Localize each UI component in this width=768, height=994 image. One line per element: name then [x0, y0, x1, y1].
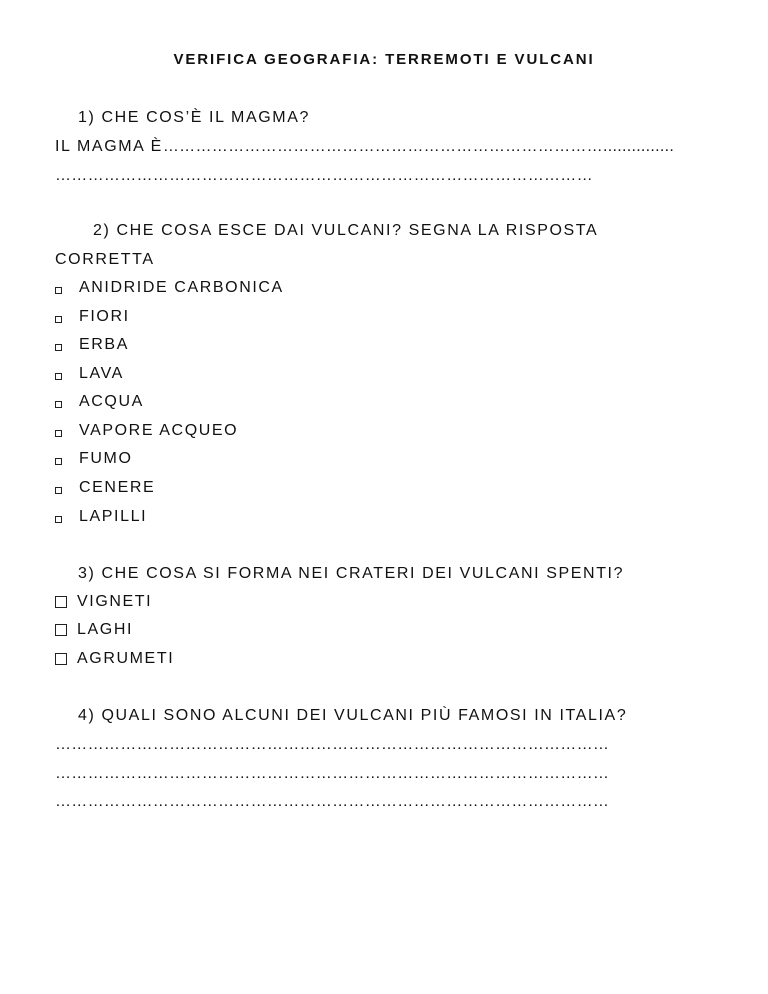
q2-option[interactable]	[55, 421, 238, 441]
q2-option[interactable]	[55, 392, 144, 412]
checkbox-icon[interactable]	[55, 624, 67, 636]
option-label: ERBA	[79, 336, 129, 353]
option-label: LAGHI	[77, 621, 134, 638]
q2-option[interactable]	[55, 478, 155, 498]
option-label: FIORI	[79, 308, 130, 325]
q2-option[interactable]	[55, 507, 147, 527]
question-4: 4) QUALI SONO ALCUNI DEI VULCANI PIÙ FAMOSI IN ITALIA?	[78, 707, 628, 724]
q4-answer-dots-2[interactable]: …………………………………………………………………………………………	[55, 765, 610, 782]
question-2-line-1: 2) CHE COSA ESCE DAI VULCANI? SEGNA LA RISPOSTA	[93, 222, 599, 239]
q2-option[interactable]	[55, 364, 124, 384]
q2-option[interactable]	[55, 278, 284, 298]
checkbox-icon[interactable]	[55, 287, 62, 294]
option-label: VAPORE ACQUEO	[79, 422, 239, 439]
checkbox-icon[interactable]	[55, 344, 62, 351]
option-label: CENERE	[79, 479, 156, 496]
q1-answer-prefix	[55, 137, 674, 157]
checkbox-icon[interactable]	[55, 487, 62, 494]
q2-option[interactable]	[55, 307, 130, 327]
q1-answer-dots-1[interactable]: ………………………………………………………………………...............	[162, 138, 675, 155]
q4-answer-dots-3[interactable]: …………………………………………………………………………………………	[55, 793, 610, 810]
q3-option[interactable]	[55, 592, 152, 612]
checkbox-icon[interactable]	[55, 458, 62, 465]
option-label: LAPILLI	[79, 508, 148, 525]
q1-answer-dots-2[interactable]: ………………………………………………………………………………………	[55, 167, 593, 184]
option-label: VIGNETI	[77, 593, 153, 610]
question-3: 3) CHE COSA SI FORMA NEI CRATERI DEI VULCANI SPENTI?	[78, 565, 625, 582]
checkbox-icon[interactable]	[55, 316, 62, 323]
option-label: ACQUA	[79, 393, 144, 410]
checkbox-icon[interactable]	[55, 401, 62, 408]
option-label: FUMO	[79, 450, 133, 467]
question-1: 1) CHE COS’È IL MAGMA?	[78, 109, 310, 126]
checkbox-icon[interactable]	[55, 516, 62, 523]
q4-answer-dots-1[interactable]: …………………………………………………………………………………………	[55, 736, 610, 753]
checkbox-icon[interactable]	[55, 430, 62, 437]
option-label: ANIDRIDE CARBONICA	[79, 279, 284, 296]
q2-option[interactable]	[55, 449, 133, 469]
option-label: LAVA	[79, 365, 124, 382]
q3-option[interactable]	[55, 620, 133, 640]
q1-answer-label: IL MAGMA È	[55, 138, 163, 155]
question-2-line-2: CORRETTA	[55, 251, 155, 268]
q3-option[interactable]	[55, 649, 174, 669]
option-label: AGRUMETI	[77, 650, 175, 667]
q2-option[interactable]	[55, 335, 129, 355]
checkbox-icon[interactable]	[55, 596, 67, 608]
page-title: VERIFICA GEOGRAFIA: TERREMOTI E VULCANI	[173, 51, 595, 68]
checkbox-icon[interactable]	[55, 653, 67, 665]
checkbox-icon[interactable]	[55, 373, 62, 380]
